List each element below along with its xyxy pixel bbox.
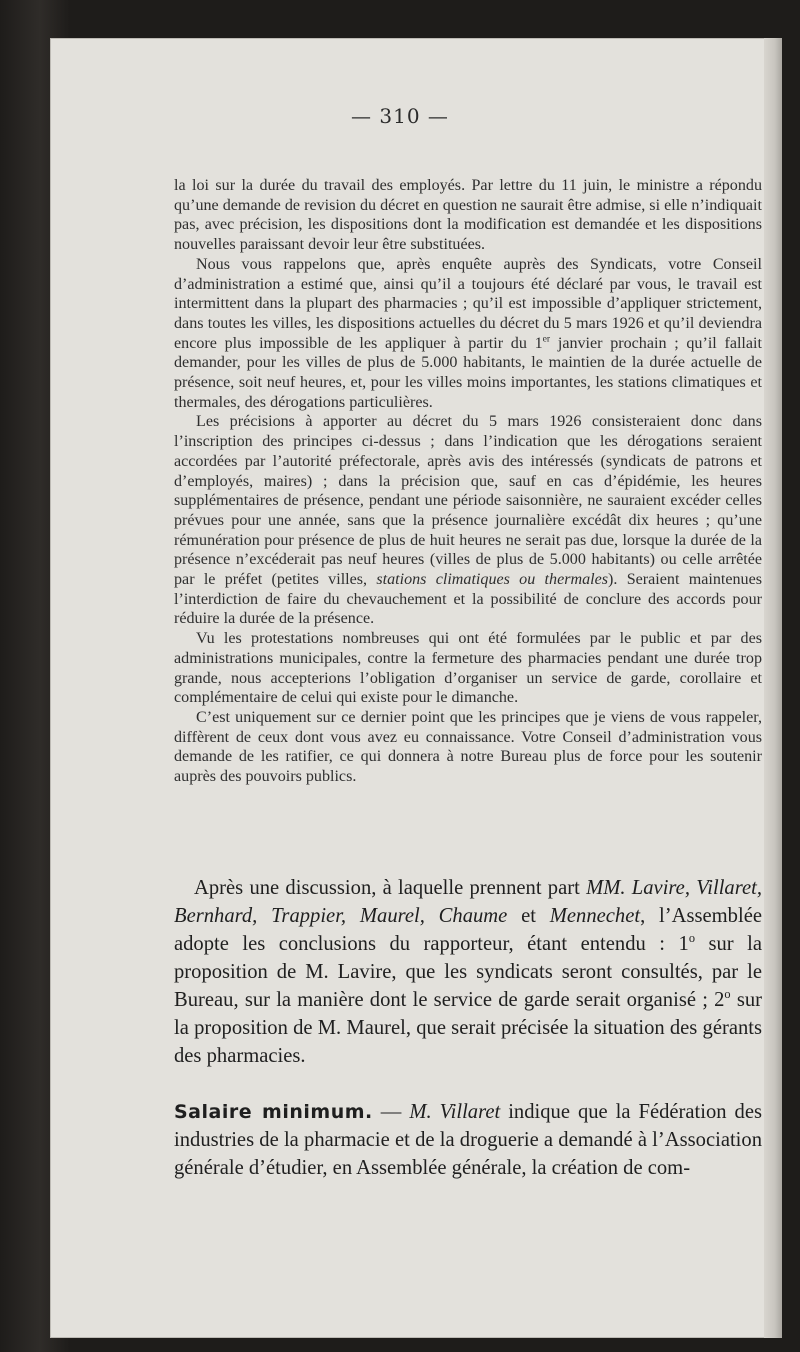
paragraph-2: Nous vous rappelons que, après enquête auprès des Syndicats, votre Conseil d’administration a estimé que, ainsi qu’il a toujours été déclaré par vous, le travail est intermittent dans la plupart des pharmacies ; qu’il est impossible d’appliquer strictement, dans toutes les villes, les dispositions actuelles du décret du 5 mars 1926 et qu’il deviendra encore plus impossible de les appliquer à partir du 1er janvier prochain ; qu’il fallait demander, pour les villes de plus de 5.000 habitants, le maintien de la durée actuelle de présence, soit neuf heures, et, pour les villes moins importantes, les stations climatiques et thermales, des dérogations particulières. bbox=[174, 255, 762, 411]
paragraph-1: la loi sur la durée du travail des employés. Par lettre du 11 juin, le ministre a répondu qu’une demande de revision du décret en question ne saurait être admise, si elle n’indiquait pas, avec précision, les dispositions dont la modification est demandée et les dispositions nouvelles paraissant devoir leur être substituées. bbox=[174, 177, 762, 254]
page-number: — 310 — bbox=[351, 104, 449, 128]
page-edge bbox=[764, 38, 782, 1338]
proceedings-text bbox=[174, 874, 762, 1210]
paragraph-3: Les précisions à apporter au décret du 5 mars 1926 consisteraient donc dans l’inscription des principes ci-dessus ; dans l’indication que les dérogations seraient accordées par l’autorité préfectorale, après avis des intéressés (syndicats de patrons et d’employés, maires) ; dans la précision que, sauf en cas d’épidémie, les heures supplémentaires de présence, pendant une période saisonnière, ne sauraient excéder celles prévues pour une année, sans que la présence journalière excédât dix heures ; qu’une rémunération pour présence de plus de huit heures ne serait pas due, lorsque la durée de la présence n’excéderait pas neuf heures (villes de plus de 5.000 habitants) ou celle arrêtée par le préfet (petites villes, stations climatiques ou thermales). Seraient maintenues l’interdiction de faire du chevauchement et la possibilité de conclure des accords pour réduire la durée de la présence. bbox=[174, 413, 762, 628]
report-text bbox=[174, 176, 762, 787]
speaker-name: M. Villaret bbox=[409, 1101, 501, 1123]
section-title-salaire-minimum: Salaire minimum. bbox=[174, 1101, 373, 1123]
paragraph-5: C’est uniquement sur ce dernier point que les principes que je viens de vous rappeler, diffèrent de ceux dont vous avez eu connaissance. Votre Conseil d’administration vous demande de les ratifier, ce qui donnera à notre Bureau plus de force pour les soutenir auprès des pouvoirs publics. bbox=[174, 708, 762, 786]
paragraph-6: Après une discussion, à laquelle prennent part MM. Lavire, Villaret, Bernhard, Trappier, Maurel, Chaume et Mennechet, l’Assemblée adopte les conclusions du rapporteur, étant entendu : 1$^o$ sur la proposition de M. Lavire, que les syndicats seront consultés, par le Bureau, sur la manière dont le service de garde serait organisé ; 2$^o$ sur la proposition de M. Maurel, que serait précisée la situation des gérants des pharmacies. bbox=[174, 877, 763, 1067]
paragraph-4: Vu les protestations nombreuses qui ont été formulées par le public et par des administrations municipales, contre la fermeture des pharmacies pendant une durée trop grande, nous accepterions l’obligation d’organiser un service de garde, corollaire et complémentaire de celui qui existe pour le dimanche. bbox=[174, 630, 762, 707]
paragraph-salaire: Salaire minimum. — M. Villaret indique que la Fédération des industries de la pharmacie et de la droguerie a demandé à l’Association générale d’étudier, en Assemblée générale, la création de com- bbox=[174, 1101, 762, 1179]
